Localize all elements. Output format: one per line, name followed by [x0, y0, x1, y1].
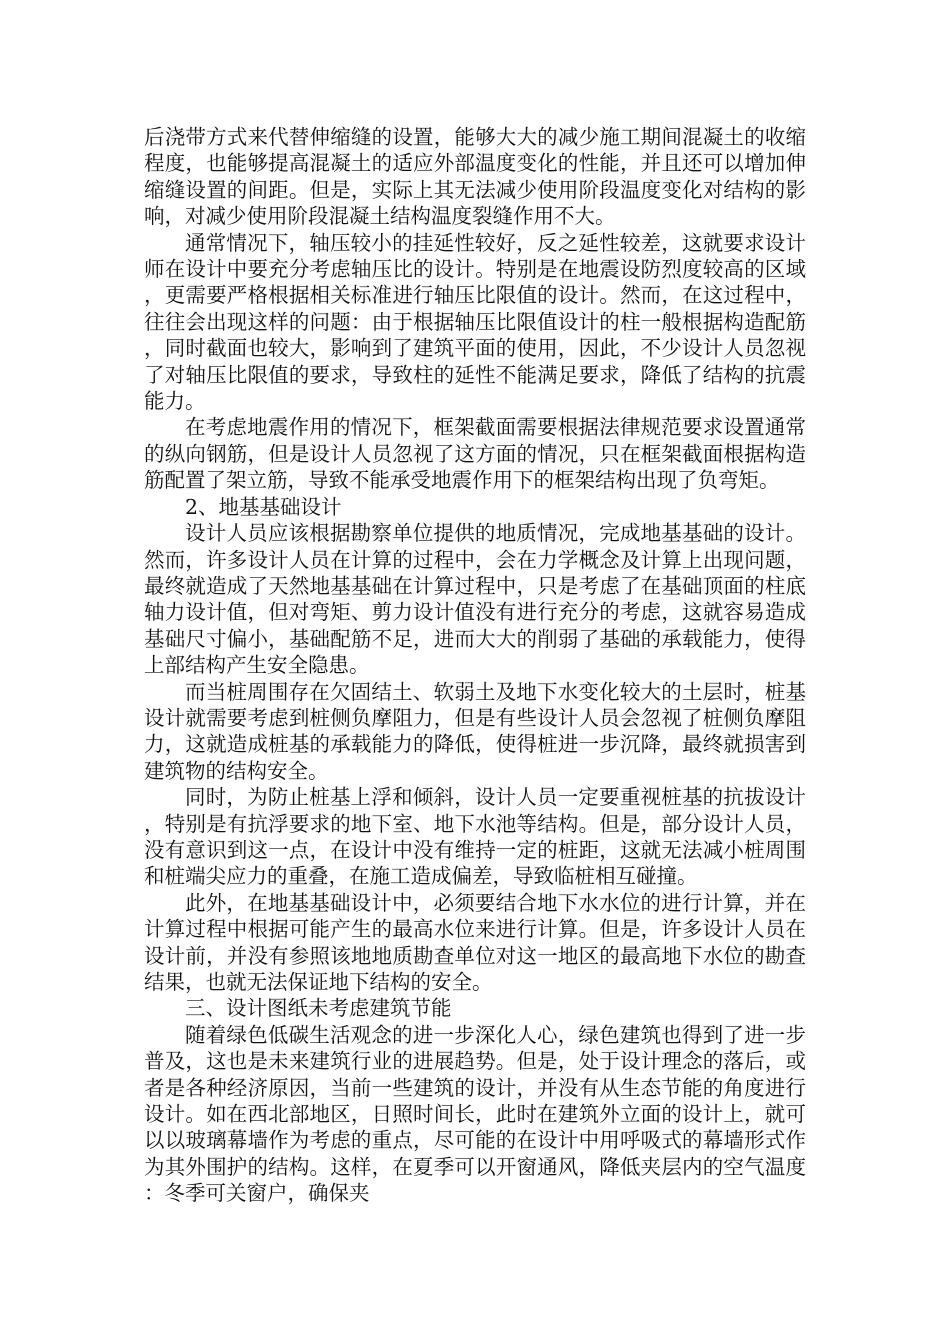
paragraph-axial-compression-ratio: 通常情况下，轴压较小的挂延性较好，反之延性较差，这就要求设计师在设计中要充分考虑轴压比的设计。特别是在地震设防烈度较高的区域，更需要严格根据相关标准进行轴压比限值的设计。然而，在这过程中，往往会出现这样的问题：由于根据轴压比限值设计的柱一般根据构造配筋，同时截面也较大，影响到了建筑平面的使用，因此，不少设计人员忽视了对轴压比限值的要求，导致柱的延性不能满足要求，降低了结构的抗震能力。 [144, 230, 806, 414]
document-page [144, 124, 806, 1207]
paragraph-uplift-design: 同时，为防止桩基上浮和倾斜，设计人员一定要重视桩基的抗拔设计，特别是有抗浮要求的地下室、地下水池等结构。但是，部分设计人员，没有意识到这一点，在设计中没有维持一定的桩距，这就无法减小桩周围和桩端尖应力的重叠，在施工造成偏差，导致临桩相互碰撞。 [144, 785, 806, 889]
paragraph-foundation-calculation: 设计人员应该根据勘察单位提供的地质情况，完成地基基础的设计。然而，许多设计人员在计算的过程中，会在力学概念及计算上出现问题，最终就造成了天然地基基础在计算过程中，只是考虑了在基础顶面的柱底轴力设计值，但对弯矩、剪力设计值没有进行充分的考虑，这就容易造成基础尺寸偏小，基础配筋不足，进而大大的削弱了基础的承载能力，使得上部结构产生安全隐患。 [144, 521, 806, 678]
section-heading-energy-saving: 三、设计图纸未考虑建筑节能 [185, 996, 452, 1021]
paragraph-continuation-expansion-joints: 后浇带方式来代替伸缩缝的设置，能够大大的减少施工期间混凝土的收缩程度，也能够提高混凝土的适应外部温度变化的性能，并且还可以增加伸缩缝设置的间距。但是，实际上其无法减少使用阶段温度变化对结构的影响，对减少使用阶段混凝土结构温度裂缝作用不大。 [144, 125, 806, 229]
paragraph-green-building: 随着绿色低碳生活观念的进一步深化人心，绿色建筑也得到了进一步普及，这也是未来建筑行业的进展趋势。但是，处于设计理念的落后，或者是各种经济原因，当前一些建筑的设计，并没有从生态节能的角度进行设计。如在西北部地区，日照时间长，此时在建筑外立面的设计上，就可以以玻璃幕墙作为考虑的重点，尽可能的在设计中用呼吸式的幕墙形式作为其外围护的结构。这样，在夏季可以开窗通风，降低夹层内的空气温度：冬季可关窗户，确保夹 [144, 1022, 806, 1206]
section-heading-foundation-design: 2、地基基础设计 [185, 494, 342, 519]
paragraph-groundwater-level: 此外，在地基基础设计中，必须要结合地下水水位的进行计算，并在计算过程中根据可能产生的最高水位来进行计算。但是，许多设计人员在设计前，并没有参照该地地质勘查单位对这一地区的最高地下水位的勘查结果，也就无法保证地下结构的安全。 [144, 890, 806, 994]
paragraph-seismic-reinforcement: 在考虑地震作用的情况下，框架截面需要根据法律规范要求设置通常的纵向钢筋，但是设计人员忽视了这方面的情况，只在框架截面根据构造筋配置了架立筋，导致不能承受地震作用下的框架结构出现了负弯矩。 [144, 415, 806, 493]
paragraph-negative-skin-friction: 而当桩周围存在欠固结土、软弱土及地下水变化较大的土层时，桩基设计就需要考虑到桩侧负摩阻力，但是有些设计人员会忽视了桩侧负摩阻力，这就造成桩基的承载能力的降低，使得桩进一步沉降，最终就损害到建筑物的结构安全。 [144, 679, 806, 783]
